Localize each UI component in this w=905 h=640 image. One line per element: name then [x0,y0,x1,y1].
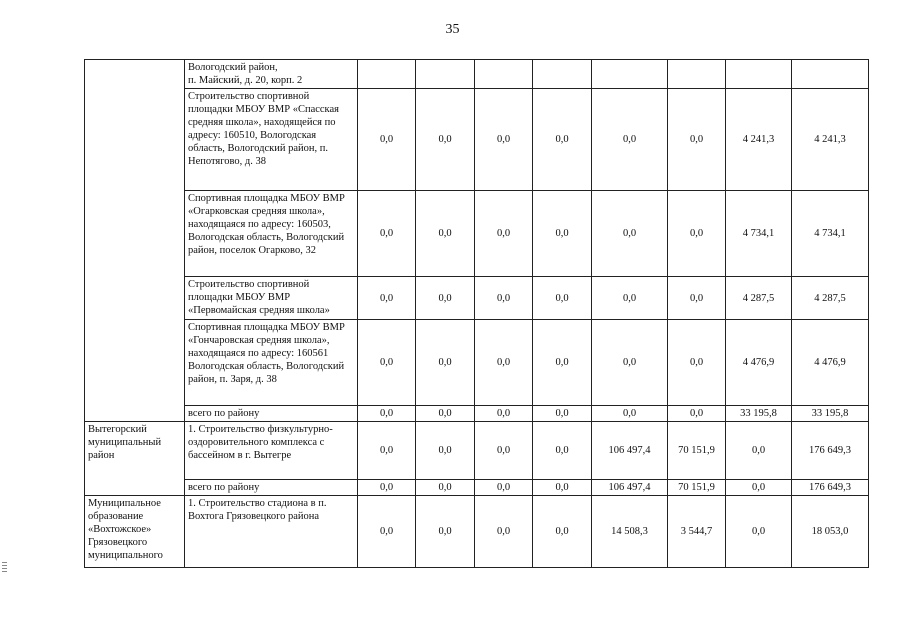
object-description: Вологодский район, п. Майский, д. 20, корп. 2 [185,60,358,89]
budget-table [84,59,869,568]
value-cell: 0,0 [358,320,416,406]
value-cell: 0,0 [533,496,592,568]
value-cell: 0,0 [475,191,533,277]
value-cell: 0,0 [358,422,416,480]
total-row [85,480,869,496]
value-cell: 106 497,4 [592,422,668,480]
value-cell: 0,0 [475,480,533,496]
value-cell: 0,0 [533,191,592,277]
value-cell: 0,0 [668,320,726,406]
value-cell [358,60,416,89]
total-label: всего по району [185,480,358,496]
total-label: всего по району [185,406,358,422]
value-cell: 4 287,5 [726,277,792,320]
value-cell: 0,0 [416,496,475,568]
value-cell: 70 151,9 [668,422,726,480]
value-cell [416,60,475,89]
value-cell: 0,0 [533,406,592,422]
table-row [85,277,869,320]
value-cell [592,60,668,89]
value-cell [726,60,792,89]
value-cell: 4 287,5 [792,277,869,320]
value-cell: 4 241,3 [792,89,869,191]
value-cell [668,60,726,89]
value-cell: 0,0 [475,277,533,320]
value-cell: 0,0 [533,89,592,191]
table-row [85,60,869,89]
value-cell: 4 734,1 [792,191,869,277]
value-cell: 0,0 [358,406,416,422]
table-row [85,191,869,277]
value-cell: 0,0 [533,320,592,406]
table-body [85,60,869,568]
object-description: Строительство спортивной площадки МБОУ ВМР «Спасская средняя школа», находящейся по адресу: 160510, Вологодская область, Вологодский район, п. Непотягово, д. 38 [185,89,358,191]
value-cell [475,60,533,89]
value-cell: 106 497,4 [592,480,668,496]
value-cell: 0,0 [416,191,475,277]
value-cell: 176 649,3 [792,480,869,496]
value-cell: 0,0 [358,191,416,277]
table-row [85,320,869,406]
region-cell: Вытегорский муниципальный район [85,422,185,496]
value-cell: 0,0 [475,89,533,191]
total-row [85,406,869,422]
value-cell: 0,0 [358,277,416,320]
value-cell: 0,0 [726,496,792,568]
value-cell: 0,0 [592,191,668,277]
value-cell: 0,0 [358,89,416,191]
region-cell: Муниципальное образование «Вохтожское» Грязовецкого муниципального [85,496,185,568]
object-description: Строительство спортивной площадки МБОУ ВМР «Первомайская средняя школа» [185,277,358,320]
value-cell: 18 053,0 [792,496,869,568]
value-cell: 0,0 [416,89,475,191]
value-cell: 0,0 [475,496,533,568]
value-cell: 0,0 [475,320,533,406]
value-cell: 3 544,7 [668,496,726,568]
value-cell: 0,0 [416,320,475,406]
value-cell: 0,0 [358,480,416,496]
value-cell: 0,0 [416,480,475,496]
value-cell [533,60,592,89]
value-cell: 0,0 [475,406,533,422]
table-row [85,422,869,480]
object-description: 1. Строительство стадиона в п. Вохтога Грязовецкого района [185,496,358,568]
value-cell: 0,0 [533,277,592,320]
value-cell: 0,0 [416,422,475,480]
value-cell [792,60,869,89]
value-cell: 0,0 [592,406,668,422]
value-cell: 0,0 [592,89,668,191]
value-cell: 0,0 [592,320,668,406]
value-cell: 0,0 [358,496,416,568]
object-description: Спортивная площадка МБОУ ВМР «Огарковская средняя школа», находящаяся по адресу: 160503, Вологодская область, Вологодский район, поселок Огарково, 32 [185,191,358,277]
value-cell: 4 734,1 [726,191,792,277]
value-cell: 70 151,9 [668,480,726,496]
object-description: 1. Строительство физкультурно-оздоровительного комплекса с бассейном в г. Вытегре [185,422,358,480]
value-cell: 0,0 [668,89,726,191]
value-cell: 0,0 [592,277,668,320]
value-cell: 176 649,3 [792,422,869,480]
value-cell: 0,0 [416,277,475,320]
page-number: 35 [445,22,460,37]
table-row [85,496,869,568]
object-description: Спортивная площадка МБОУ ВМР «Гончаровская средняя школа», находящаяся по адресу: 160561 Вологодская область, Вологодский район, п. Заря, д. 38 [185,320,358,406]
value-cell: 33 195,8 [726,406,792,422]
value-cell: 0,0 [726,422,792,480]
value-cell: 33 195,8 [792,406,869,422]
value-cell: 0,0 [726,480,792,496]
value-cell: 14 508,3 [592,496,668,568]
table-row [85,89,869,191]
value-cell: 0,0 [533,422,592,480]
value-cell: 4 241,3 [726,89,792,191]
value-cell: 0,0 [416,406,475,422]
value-cell: 0,0 [668,191,726,277]
value-cell: 0,0 [533,480,592,496]
value-cell: 4 476,9 [726,320,792,406]
value-cell: 0,0 [668,406,726,422]
scan-edge-marks [2,562,7,574]
region-cell [85,60,185,422]
value-cell: 0,0 [475,422,533,480]
value-cell: 4 476,9 [792,320,869,406]
value-cell: 0,0 [668,277,726,320]
